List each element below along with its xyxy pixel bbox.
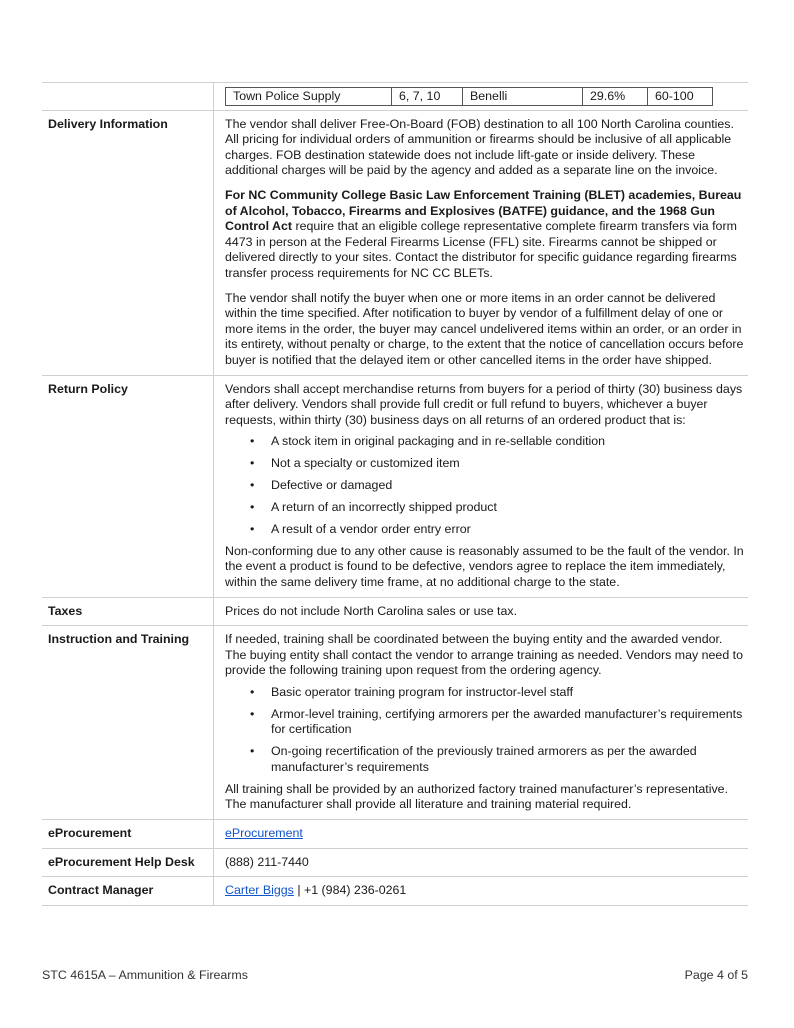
vendor-brand: Benelli	[463, 88, 583, 106]
return-policy-intro: Vendors shall accept merchandise returns from buyers for a period of thirty (30) business days after delivery. Vendors shall provide full credit or full refund to buyers, whichever a buyer requests, within thirty (30) business days on all returns of an ordered product that is:	[225, 381, 743, 427]
delivery-paragraph-2	[225, 188, 744, 282]
vendor-zones: 6, 7, 10	[392, 88, 463, 106]
training-list	[225, 685, 744, 776]
return-policy-row	[42, 375, 748, 597]
return-policy-outro: Non-conforming due to any other cause is reasonably assumed to be the fault of the vendor. In the event a product is found to be defective, vendors agree to replace the item immediately, within the same delivery time frame, at no additional charge to the state.	[225, 543, 744, 589]
footer-document-title: STC 4615A – Ammunition & Firearms	[42, 968, 248, 982]
return-policy-label: Return Policy	[42, 375, 214, 597]
list-item: • On-going recertification of the previously trained armorers as per the awarded manufacturer’s requirements	[271, 744, 744, 775]
eprocurement-link[interactable]: eProcurement	[225, 825, 303, 840]
training-outro: All training shall be provided by an authorized factory trained manufacturer’s representative. The manufacturer shall provide all literature and training material required.	[225, 781, 729, 812]
footer-page-number: Page 4 of 5	[684, 968, 748, 982]
contract-manager-row	[42, 877, 748, 906]
list-item: • A return of an incorrectly shipped product	[271, 500, 744, 516]
helpdesk-phone: (888) 211-7440	[214, 848, 749, 877]
contract-manager-label: Contract Manager	[42, 877, 214, 906]
list-item: • A stock item in original packaging and in re-sellable condition	[271, 434, 744, 450]
list-item: • Defective or damaged	[271, 478, 744, 494]
vendor-discount: 29.6%	[583, 88, 648, 106]
contract-manager-phone: +1 (984) 236-0261	[303, 883, 407, 898]
contract-manager-separator: |	[293, 883, 304, 898]
list-item: • Basic operator training program for instructor-level staff	[271, 685, 744, 701]
eprocurement-row	[42, 819, 748, 848]
list-item: • Armor-level training, certifying armorers per the awarded manufacturer’s requirements for certification	[271, 707, 744, 738]
return-policy-list	[225, 434, 744, 537]
delivery-paragraph-1: The vendor shall deliver Free-On-Board (FOB) destination to all 100 North Carolina counties. All pricing for individual orders of ammunition or firearms should be inclusive of all applicable charges. FOB destination statewide does not include lift-gate or inside delivery. These additional charges will be paid by the agency and added as a separate line on the invoice.	[225, 116, 734, 178]
page-footer	[42, 968, 748, 982]
vendor-days: 60-100	[648, 88, 713, 106]
eprocurement-label: eProcurement	[42, 819, 214, 848]
helpdesk-row	[42, 848, 748, 877]
contract-info-table	[42, 82, 748, 906]
vendor-table	[225, 87, 713, 106]
delivery-paragraph-2-rest: require that an eligible college representative complete firearm transfers via form 4473 in person at the Federal Firearms License (FFL) site. Firearms cannot be shipped or delivered directly to your sites. Contact the distributor for specific guidance regarding firearms transfer process requirements for NC CC BLETs.	[225, 219, 737, 280]
vendor-name: Town Police Supply	[226, 88, 392, 106]
delivery-label: Delivery Information	[42, 110, 214, 375]
delivery-paragraph-2-bold: For NC Community College Basic Law Enforcement Training (BLET) academies, Bureau of Alcohol, Tobacco, Firearms and Explosives (BATFE) guidance, and the 1968 Gun Control Act	[225, 187, 742, 234]
taxes-row	[42, 597, 748, 626]
vendor-row-container	[42, 83, 748, 111]
taxes-text: Prices do not include North Carolina sales or use tax.	[214, 597, 749, 626]
contract-info-page	[42, 82, 748, 906]
training-intro: If needed, training shall be coordinated between the buying entity and the awarded vendor. The buying entity shall contact the vendor to arrange training as needed. Vendors may need to provide the following training upon request from the ordering agency.	[225, 632, 743, 678]
training-row	[42, 626, 748, 820]
helpdesk-label: eProcurement Help Desk	[42, 848, 214, 877]
taxes-label: Taxes	[42, 597, 214, 626]
training-label: Instruction and Training	[42, 626, 214, 820]
vendor-row	[226, 88, 713, 106]
list-item: • Not a specialty or customized item	[271, 456, 744, 472]
delivery-paragraph-3: The vendor shall notify the buyer when one or more items in an order cannot be delivered within the time specified. After notification to buyer by vendor of a fulfillment delay of one or more items in the order, the buyer may cancel undelivered items within an order, or an order in its entirety, without penalty or charge, to the extent that the notice of cancellation occurs before buyer is notified that the delayed item or other cancelled items in the order have shipped.	[225, 290, 744, 367]
list-item: • A result of a vendor order entry error	[271, 522, 744, 538]
contract-manager-link[interactable]: Carter Biggs	[225, 883, 294, 898]
delivery-row	[42, 110, 748, 375]
